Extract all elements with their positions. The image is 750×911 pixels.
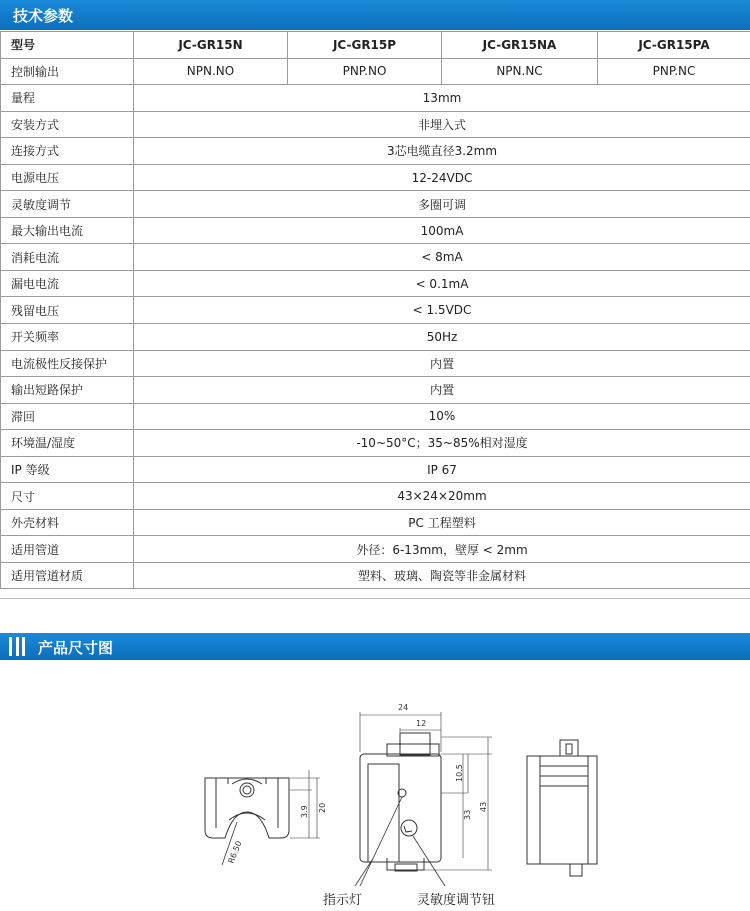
row-label: 漏电电流 bbox=[1, 270, 134, 297]
row-value: 内置 bbox=[134, 350, 750, 377]
row-value: 内置 bbox=[134, 377, 750, 404]
table-row bbox=[1, 191, 750, 218]
model-cell: JC-GR15P bbox=[288, 32, 442, 59]
row-label: 适用管道材质 bbox=[1, 562, 134, 589]
row-label: 型号 bbox=[1, 32, 134, 59]
output-cell: PNP.NC bbox=[598, 58, 750, 85]
row-label: 电源电压 bbox=[1, 164, 134, 191]
table-row bbox=[1, 85, 750, 112]
table-row bbox=[1, 324, 750, 351]
table-row bbox=[1, 164, 750, 191]
table-row bbox=[1, 138, 750, 165]
table-row bbox=[1, 562, 750, 589]
dim-radius: R6.50 bbox=[226, 839, 244, 865]
row-value: 13mm bbox=[134, 85, 750, 112]
row-label: 尺寸 bbox=[1, 483, 134, 510]
section-divider bbox=[0, 598, 750, 599]
row-label: 外壳材料 bbox=[1, 509, 134, 536]
table-row bbox=[1, 430, 750, 457]
row-value: < 8mA bbox=[134, 244, 750, 271]
output-cell: NPN.NC bbox=[442, 58, 598, 85]
spec-section-header bbox=[0, 0, 750, 30]
row-value: IP 67 bbox=[134, 456, 750, 483]
dim-width-total: 24 bbox=[398, 703, 409, 712]
dim-led-offset: 10.5 bbox=[455, 764, 464, 782]
table-row bbox=[1, 456, 750, 483]
model-cell: JC-GR15PA bbox=[598, 32, 750, 59]
row-label: 开关频率 bbox=[1, 324, 134, 351]
table-row bbox=[1, 297, 750, 324]
output-cell: NPN.NO bbox=[134, 58, 288, 85]
dim-height-body: 33 bbox=[463, 809, 472, 820]
row-value: < 0.1mA bbox=[134, 270, 750, 297]
row-label: 残留电压 bbox=[1, 297, 134, 324]
model-cell: JC-GR15NA bbox=[442, 32, 598, 59]
dim-width-half: 12 bbox=[416, 719, 427, 728]
dim-side-height: 20 bbox=[318, 802, 327, 813]
row-label: 量程 bbox=[1, 85, 134, 112]
table-row bbox=[1, 403, 750, 430]
row-label: 灵敏度调节 bbox=[1, 191, 134, 218]
row-label: 滞回 bbox=[1, 403, 134, 430]
row-value: 100mA bbox=[134, 217, 750, 244]
table-row-model bbox=[1, 32, 750, 59]
row-label: 安装方式 bbox=[1, 111, 134, 138]
table-row-output bbox=[1, 58, 750, 85]
dim-height-total: 43 bbox=[479, 801, 488, 812]
row-value: PC 工程塑料 bbox=[134, 509, 750, 536]
front-view bbox=[355, 712, 492, 886]
row-value: 12-24VDC bbox=[134, 164, 750, 191]
dimension-section-header bbox=[0, 633, 750, 660]
row-value: 外径：6-13mm，壁厚 < 2mm bbox=[134, 536, 750, 563]
table-row bbox=[1, 217, 750, 244]
table-row bbox=[1, 536, 750, 563]
table-row bbox=[1, 350, 750, 377]
row-label: 最大输出电流 bbox=[1, 217, 134, 244]
row-label: 消耗电流 bbox=[1, 244, 134, 271]
table-row bbox=[1, 377, 750, 404]
row-value: 多圈可调 bbox=[134, 191, 750, 218]
row-value: < 1.5VDC bbox=[134, 297, 750, 324]
indicator-label: 指示灯 bbox=[323, 893, 363, 908]
row-label: 输出短路保护 bbox=[1, 377, 134, 404]
model-cell: JC-GR15N bbox=[134, 32, 288, 59]
dim-side-offset: 3.9 bbox=[300, 805, 309, 818]
row-value: 43×24×20mm bbox=[134, 483, 750, 510]
table-row bbox=[1, 244, 750, 271]
row-value: 10% bbox=[134, 403, 750, 430]
sensitivity-knob-label: 灵敏度调节钮 bbox=[417, 893, 496, 908]
row-label: 电流极性反接保护 bbox=[1, 350, 134, 377]
row-label: IP 等级 bbox=[1, 456, 134, 483]
table-row bbox=[1, 111, 750, 138]
row-label: 连接方式 bbox=[1, 138, 134, 165]
table-row bbox=[1, 509, 750, 536]
row-value: 非埋入式 bbox=[134, 111, 750, 138]
spec-table bbox=[0, 31, 750, 589]
row-value: 50Hz bbox=[134, 324, 750, 351]
table-row bbox=[1, 270, 750, 297]
side-view-right bbox=[527, 740, 597, 876]
row-value: 3芯电缆直径3.2mm bbox=[134, 138, 750, 165]
row-value: 塑料、玻璃、陶瓷等非金属材料 bbox=[134, 562, 750, 589]
row-label: 控制输出 bbox=[1, 58, 134, 85]
row-label: 环境温/湿度 bbox=[1, 430, 134, 457]
table-row bbox=[1, 483, 750, 510]
output-cell: PNP.NO bbox=[288, 58, 442, 85]
header-stripes-icon bbox=[9, 637, 25, 656]
dimension-section-title: 产品尺寸图 bbox=[38, 639, 114, 657]
row-label: 适用管道 bbox=[1, 536, 134, 563]
row-value: -10~50°C；35~85%相对湿度 bbox=[134, 430, 750, 457]
dimension-drawing bbox=[0, 660, 750, 911]
spec-section-title: 技术参数 bbox=[13, 7, 74, 25]
